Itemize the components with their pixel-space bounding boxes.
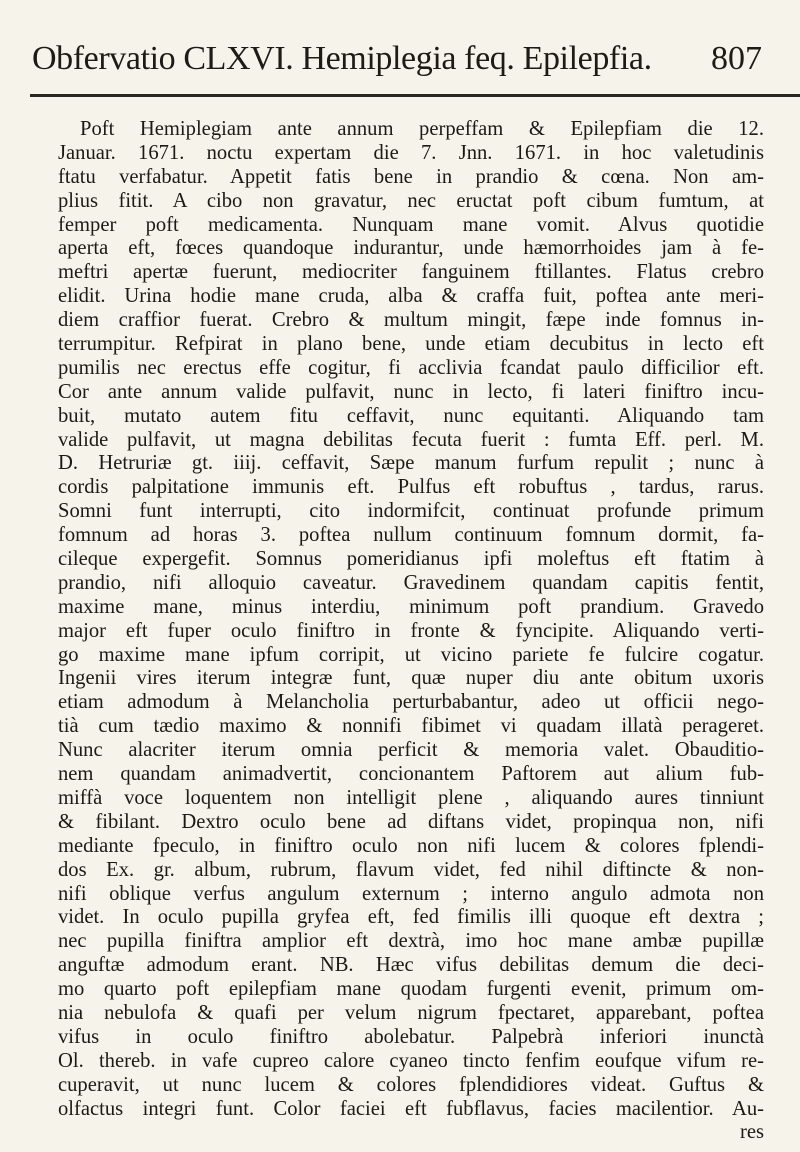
text-line: tià cum tædio maximo & nonnifi fibimet vi quadam illatà perageret.: [58, 715, 764, 738]
text-line: meftri apertæ fuerunt, mediocriter fanguinem ftillantes. Flatus crebro: [58, 261, 764, 284]
text-line: elidit. Urina hodie mane cruda, alba & craffa fuit, poftea ante meri-: [58, 285, 764, 308]
text-line: Poft Hemiplegiam ante annum perpeffam & Epilepfiam die 12.: [80, 118, 764, 140]
text-line: nec pupilla finiftra amplior eft dextrà, imo hoc mane ambæ pupillæ: [58, 930, 764, 953]
text-line: videt. In oculo pupilla gryfea eft, fed fimilis illi quoque eft dextra ;: [58, 906, 764, 929]
text-line: etiam admodum à Melancholia perturbabantur, adeo ut officii nego-: [58, 691, 764, 714]
text-line: vifus in oculo finiftro abolebatur. Palpebrà inferiori inunctà: [58, 1025, 764, 1048]
text-line: olfactus integri funt. Color faciei eft fubflavus, facies macilentior. Au-: [58, 1097, 764, 1120]
text-line: diem craffior fuerat. Crebro & multum mingit, fæpe inde fomnus in-: [58, 309, 764, 332]
text-line: Januar. 1671. noctu expertam die 7. Jnn. 1671. in hoc valetudinis: [58, 141, 764, 164]
text-line: major eft fuper oculo finiftro in fronte & fyncipite. Aliquando verti-: [58, 619, 764, 642]
page-header: [30, 40, 800, 100]
text-line: aperta eft, fœces quandoque indurantur, unde hæmorrhoides jam à fe-: [58, 237, 764, 260]
body-text: [58, 118, 764, 1145]
text-line: ftatu verfabatur. Appetit fatis bene in prandio & cœna. Non am-: [58, 165, 764, 188]
text-line: cuperavit, ut nunc lucem & colores fplendidiores videat. Guftus &: [58, 1073, 764, 1096]
text-line: maxime mane, minus interdiu, minimum poft prandium. Gravedo: [58, 595, 764, 618]
text-line: Ingenii vires iterum integræ funt, quæ nuper diu ante obitum uxoris: [58, 667, 764, 690]
text-line: & fibilant. Dextro oculo bene ad diftans videt, propinqua non, nifi: [58, 810, 764, 833]
header-rule: [30, 94, 800, 97]
text-line: Somni funt interrupti, cito indormifcit, continuat profunde primum: [58, 500, 764, 523]
text-line: prandio, nifi alloquio caveatur. Gravedinem quandam capitis fentit,: [58, 571, 764, 594]
text-line: pumilis nec erectus effe cogitur, fi acclivia fcandat paulo difficilior eft.: [58, 356, 764, 379]
text-line: cileque expergefit. Somnus pomeridianus ipfi moleftus eft ftatim à: [58, 548, 764, 571]
text-line: buit, mutato autem fitu ceffavit, nunc equitanti. Aliquando tam: [58, 404, 764, 427]
text-line: Cor ante annum valide pulfavit, nunc in lecto, fi lateri finiftro incu-: [58, 380, 764, 403]
text-line: valide pulfavit, ut magna debilitas fecuta fuerit : fumta Eff. perl. M.: [58, 428, 764, 451]
text-line: Ol. thereb. in vafe cupreo calore cyaneo tincto fenfim eoufque vifum re-: [58, 1049, 764, 1072]
running-head: Obfervatio CLXVI. Hemiplegia feq. Epilepfia.: [32, 40, 652, 77]
text-line: nem quandam animadvertit, concionantem Paftorem aut alium fub-: [58, 763, 764, 786]
text-line: dos Ex. gr. album, rubrum, flavum videt, fed nihil diftincte & non-: [58, 858, 764, 881]
text-line: nia nebulofa & quafi per velum nigrum fpectaret, apparebant, poftea: [58, 1001, 764, 1024]
text-line: mediante fpeculo, in finiftro oculo non nifi lucem & colores fplendi-: [58, 834, 764, 857]
text-line: Nunc alacriter iterum omnia perficit & memoria valet. Obauditio-: [58, 739, 764, 762]
text-line: femper poft medicamenta. Nunquam mane vomit. Alvus quotidie: [58, 213, 764, 236]
text-line: miffà voce loquentem non intelligit plene , aliquando aures tinniunt: [58, 786, 764, 809]
text-line: anguftæ admodum erant. NB. Hæc vifus debilitas demum die deci-: [58, 954, 764, 977]
text-line: terrumpitur. Refpirat in plano bene, unde etiam decubitus in lecto eft: [58, 333, 764, 356]
text-line: nifi oblique verfus angulum externum ; interno angulo admota non: [58, 882, 764, 905]
text-line: cordis palpitatione immunis eft. Pulfus eft robuftus , tardus, rarus.: [58, 476, 764, 499]
text-line: fomnum ad horas 3. poftea nullum continuum fomnum dormit, fa-: [58, 524, 764, 547]
text-line: plius fitit. A cibo non gravatur, nec eructat poft cibum fumtum, at: [58, 189, 764, 212]
text-line: D. Hetruriæ gt. iiij. ceffavit, Sæpe manum furfum repulit ; nunc à: [58, 452, 764, 475]
catchword: res: [739, 1121, 764, 1144]
text-line: go maxime mane ipfum corripit, ut vicino pariete fe fulcire cogatur.: [58, 643, 764, 666]
text-line: mo quarto poft epilepfiam mane quodam furgenti evenit, primum om-: [58, 978, 764, 1001]
page-number: 807: [711, 40, 762, 77]
